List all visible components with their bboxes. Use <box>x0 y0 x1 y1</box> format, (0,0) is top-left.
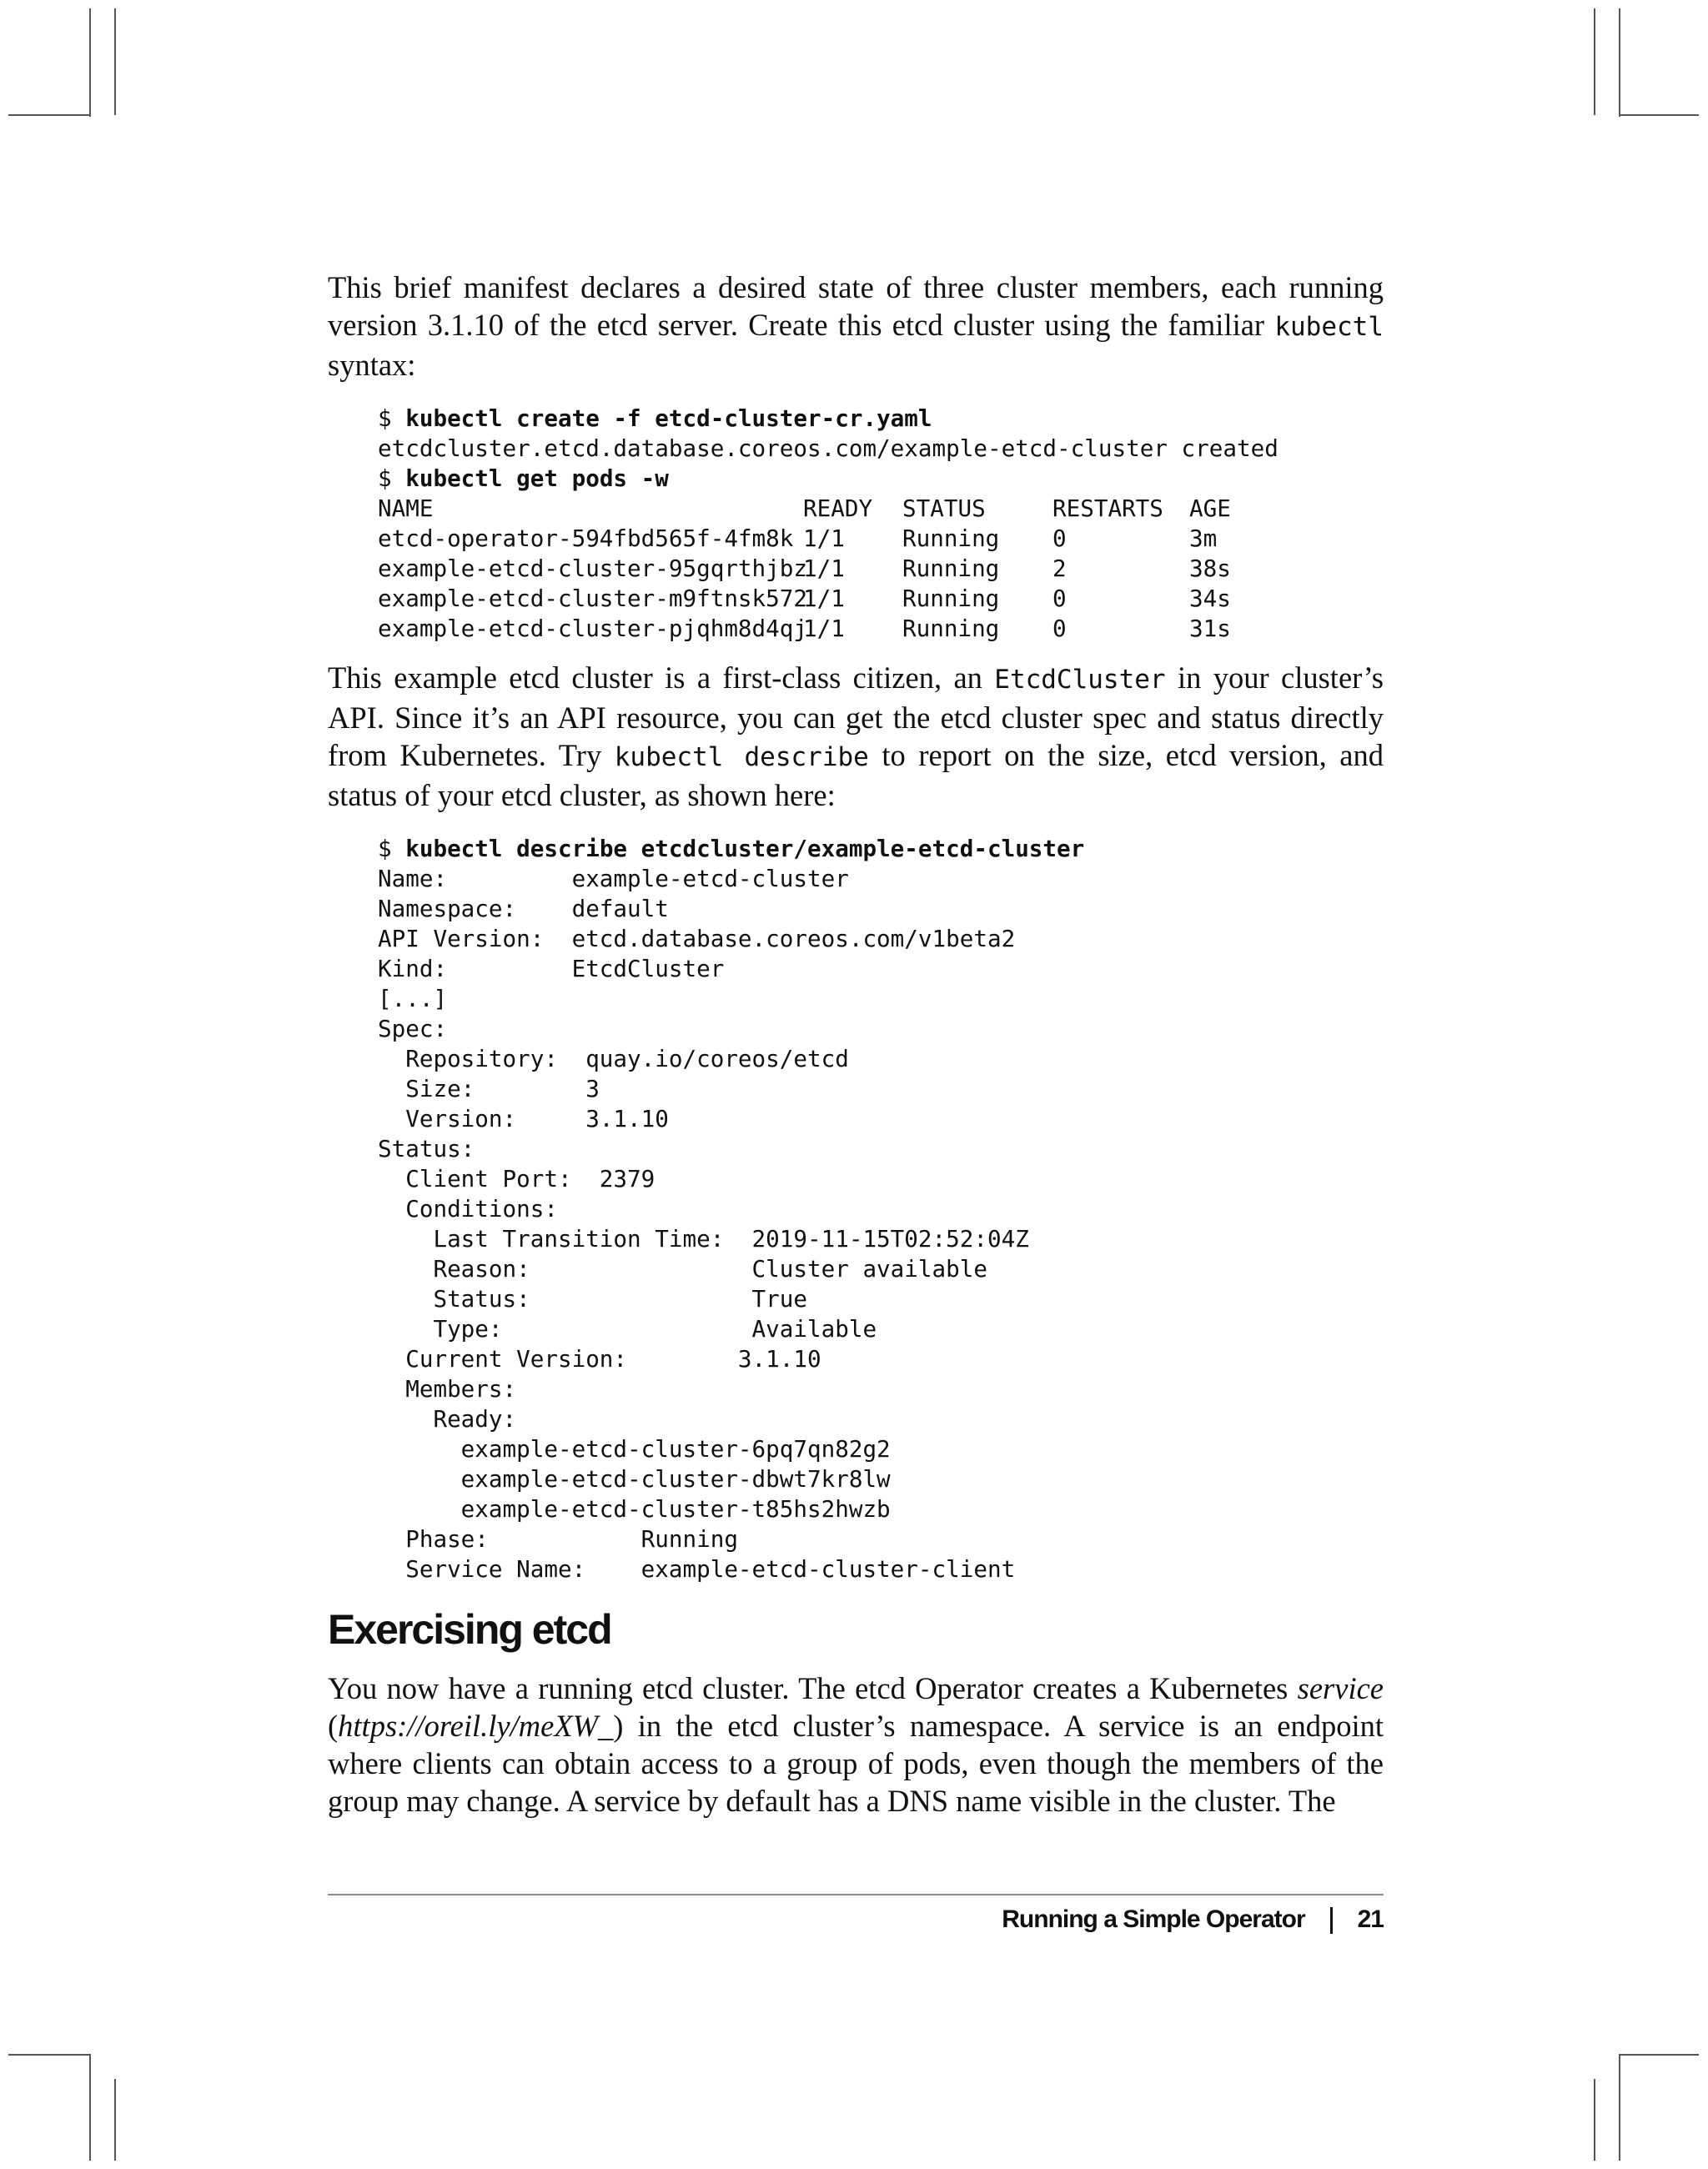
crop-mark <box>1619 114 1699 116</box>
code-output: Name: example-etcd-cluster <box>378 865 849 892</box>
table-row <box>378 614 1384 644</box>
footer-separator <box>1330 1907 1333 1934</box>
cell: example-etcd-cluster-m9ftnsk572 <box>378 585 807 612</box>
code-output: Kind: EtcdCluster <box>378 955 725 982</box>
code-output: Phase: Running <box>378 1525 738 1553</box>
api-resource-paragraph <box>328 659 1384 814</box>
crop-mark <box>114 8 116 115</box>
crop-mark <box>89 2054 91 2161</box>
intro-text-end: syntax: <box>328 348 416 382</box>
footer-rule <box>328 1894 1384 1895</box>
code-output: Reason: Cluster available <box>378 1255 987 1283</box>
prompt: $ <box>378 404 406 432</box>
col-header: NAME <box>378 495 434 522</box>
code-output: example-etcd-cluster-dbwt7kr8lw <box>378 1465 891 1493</box>
crop-mark <box>1619 2054 1699 2056</box>
service-link[interactable]: https://oreil.ly/meXW_ <box>338 1709 614 1743</box>
table-row <box>378 554 1384 584</box>
code-output: [...] <box>378 985 448 1012</box>
code-output: example-etcd-cluster-6pq7qn82g2 <box>378 1435 891 1463</box>
code-line <box>378 404 1384 434</box>
cell: Running <box>902 585 1000 612</box>
code-listing-create <box>378 404 1384 644</box>
cell: 3m <box>1189 525 1218 552</box>
crop-mark <box>8 114 90 116</box>
cell: Running <box>902 525 1000 552</box>
command: kubectl create -f etcd-cluster-cr.yaml <box>405 404 932 432</box>
cell: 31s <box>1189 615 1231 642</box>
code-output: Version: 3.1.10 <box>378 1105 669 1132</box>
section-heading: Exercising etcd <box>328 1606 611 1653</box>
crop-mark <box>8 2054 90 2056</box>
page-body <box>328 269 1384 1831</box>
table-row <box>378 524 1384 554</box>
code-output: Size: 3 <box>378 1075 600 1102</box>
intro-paragraph <box>328 269 1384 384</box>
table-row <box>378 584 1384 614</box>
body-text: You now have a running etcd cluster. The etcd Operator creates a Kubernetes <box>328 1671 1298 1705</box>
cell: 1/1 <box>803 525 845 552</box>
running-footer-title: Running a Simple Operator <box>1002 1905 1305 1933</box>
code-output: Status: True <box>378 1285 807 1313</box>
inline-code: EtcdCluster <box>994 665 1166 695</box>
code-output: Spec: <box>378 1015 448 1042</box>
intro-text: This brief manifest declares a desired state of three cluster members, each running version 3.1.10 of the etcd server. Create this etcd cluster using the familiar <box>328 270 1384 342</box>
col-header: AGE <box>1189 495 1231 522</box>
emphasis: service <box>1297 1671 1384 1705</box>
crop-mark <box>89 8 91 117</box>
col-header: RESTARTS <box>1052 495 1163 522</box>
page-number: 21 <box>1357 1905 1384 1933</box>
code-output: Client Port: 2379 <box>378 1165 656 1192</box>
crop-mark <box>1619 2054 1620 2161</box>
cell: 1/1 <box>803 555 845 582</box>
page-footer <box>328 1905 1384 1934</box>
cell: Running <box>902 555 1000 582</box>
cell: 0 <box>1052 525 1067 552</box>
code-line <box>378 834 1384 864</box>
command: kubectl get pods -w <box>405 464 669 492</box>
cell: 0 <box>1052 585 1067 612</box>
col-header: READY <box>803 495 873 522</box>
code-output: etcdcluster.etcd.database.coreos.com/example-etcd-cluster created <box>378 434 1278 462</box>
crop-mark <box>1594 2079 1595 2161</box>
cell: 1/1 <box>803 615 845 642</box>
code-output: Service Name: example-etcd-cluster-client <box>378 1555 1016 1583</box>
crop-mark <box>1594 8 1595 115</box>
body-text: in your cluster’s API. Since it’s an API resource, you can get the etcd cluster spec and status directly from Kubernetes. Try <box>328 660 1384 772</box>
code-output: Current Version: 3.1.10 <box>378 1345 821 1373</box>
cell: example-etcd-cluster-95gqrthjbz <box>378 555 807 582</box>
code-output: Repository: quay.io/coreos/etcd <box>378 1045 849 1072</box>
cell: 0 <box>1052 615 1067 642</box>
prompt: $ <box>378 835 406 862</box>
code-output: Last Transition Time: 2019-11-15T02:52:04Z <box>378 1225 1029 1253</box>
code-output: Namespace: default <box>378 895 669 922</box>
code-output: Members: <box>378 1375 517 1403</box>
code-listing-describe <box>378 834 1384 1584</box>
code-output: example-etcd-cluster-t85hs2hwzb <box>378 1495 891 1523</box>
crop-mark <box>1619 8 1620 117</box>
prompt: $ <box>378 464 406 492</box>
col-header: STATUS <box>902 495 986 522</box>
code-output: API Version: etcd.database.coreos.com/v1beta2 <box>378 925 1016 952</box>
code-output: Ready: <box>378 1405 517 1433</box>
service-paragraph <box>328 1669 1384 1820</box>
code-output: Conditions: <box>378 1195 558 1223</box>
cell: 38s <box>1189 555 1231 582</box>
cell: example-etcd-cluster-pjqhm8d4qj <box>378 615 807 642</box>
inline-code: kubectl describe <box>614 742 869 772</box>
body-text: ) in the etcd cluster’s namespace. A service is an endpoint where clients can obtain access to a group of pods, even though the members of the group may change. A service by default has a DNS name visible in the cluster. The <box>328 1709 1384 1818</box>
code-line <box>378 464 1384 494</box>
body-text: ( <box>328 1709 339 1743</box>
code-output: Status: <box>378 1135 475 1162</box>
crop-mark <box>114 2079 116 2161</box>
body-text: to report on the size, etcd version, and status of your etcd cluster, as shown here: <box>328 738 1384 812</box>
code-output: Type: Available <box>378 1315 877 1343</box>
table-header <box>378 494 1384 524</box>
inline-code: kubectl <box>1274 312 1384 342</box>
cell: 34s <box>1189 585 1231 612</box>
body-text: This example etcd cluster is a first-class citizen, an <box>328 660 995 695</box>
cell: 2 <box>1052 555 1067 582</box>
cell: etcd-operator-594fbd565f-4fm8k <box>378 525 794 552</box>
cell: Running <box>902 615 1000 642</box>
cell: 1/1 <box>803 585 845 612</box>
command: kubectl describe etcdcluster/example-etcd-cluster <box>405 835 1085 862</box>
